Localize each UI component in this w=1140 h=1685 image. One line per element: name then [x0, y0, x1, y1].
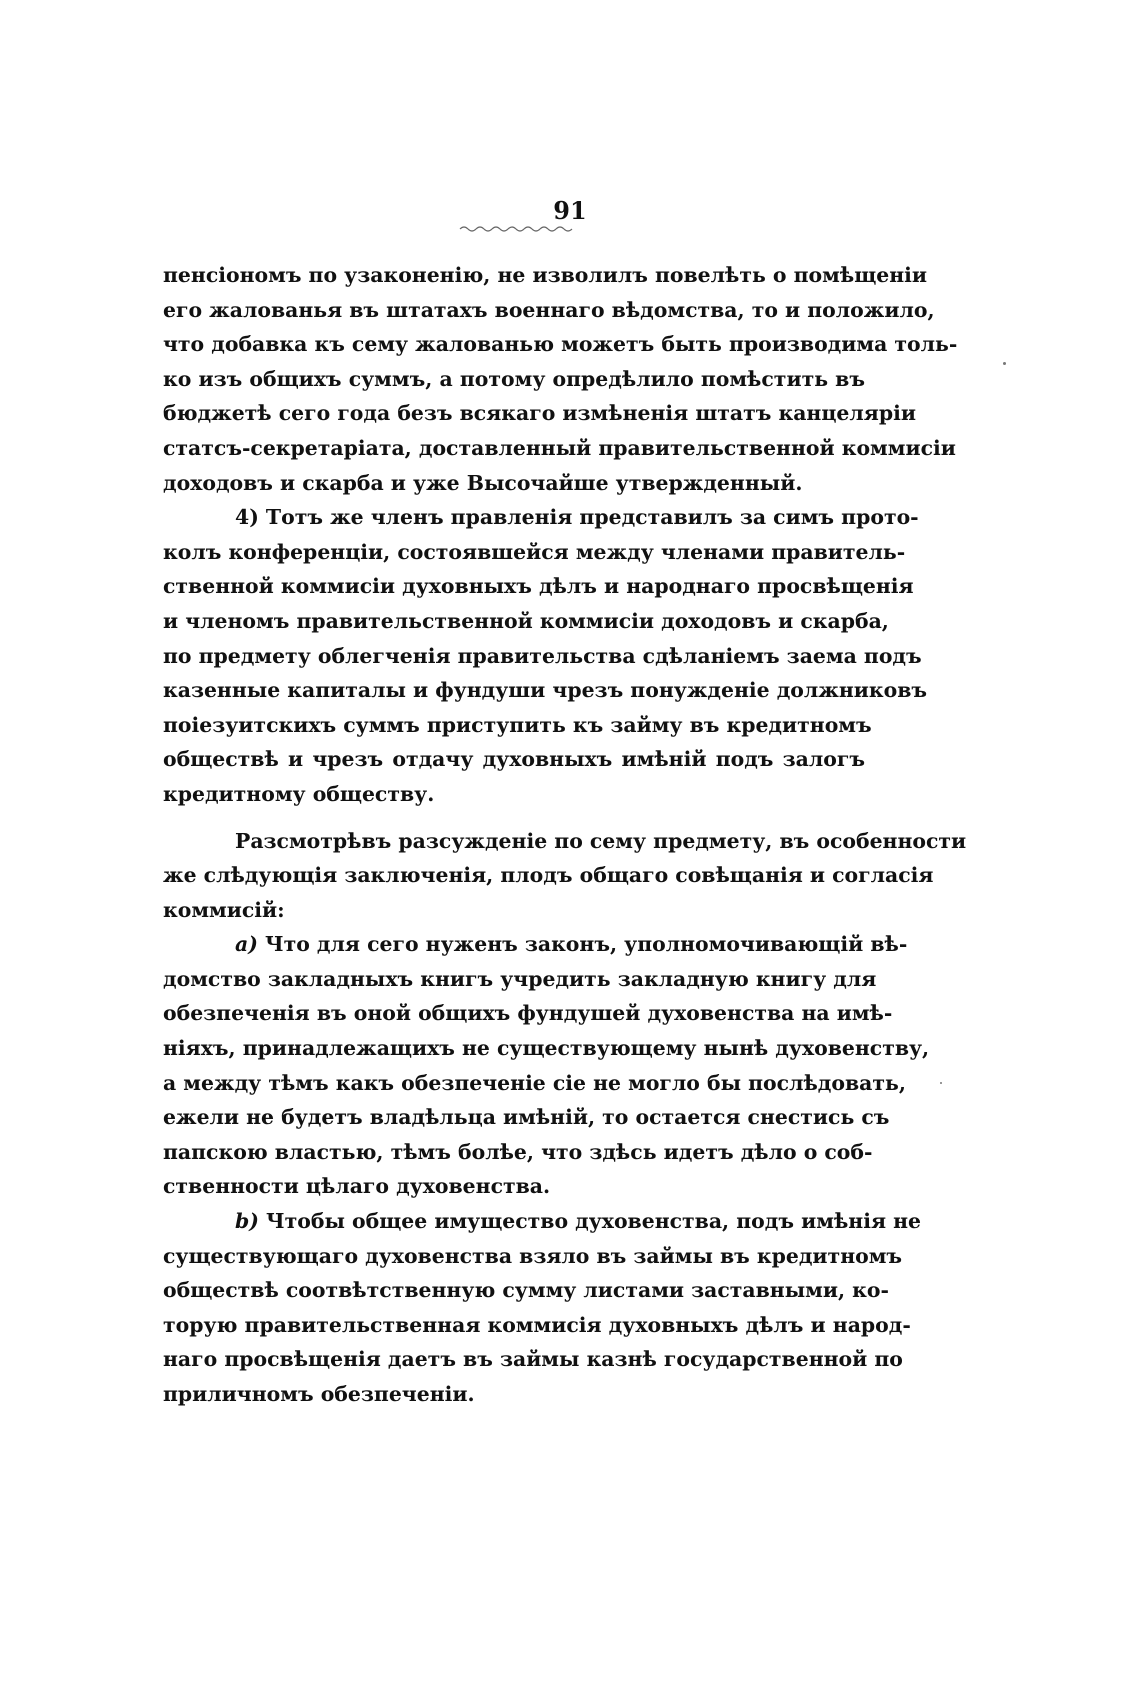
text-line: Чтобы общее имущество духовенства, подъ имѣнiя не — [266, 1209, 922, 1234]
body-text — [163, 258, 967, 1412]
text-line: обществѣ соотвѣтственную сумму листами заставными, ко- — [163, 1278, 889, 1303]
scan-speck — [940, 1082, 942, 1084]
text-line: обезпеченiя въ оной общихъ фундушей духовенства на имѣ- — [163, 1001, 893, 1026]
text-line: приличномъ обезпеченiи. — [163, 1382, 475, 1406]
page-number: 91 — [553, 196, 587, 225]
text-line: его жалованья въ штатахъ военнаго вѣдомства, то и положило, — [163, 297, 935, 322]
text-line: статсъ-секретарiата, доставленный правительственной коммисiи — [163, 435, 956, 460]
paragraph-b-first-line — [163, 1204, 922, 1239]
text-line: же слѣдующiя заключенiя, плодъ общаго совѣщанiя и согласiя — [163, 863, 934, 888]
text-line: казенные капиталы и фундуши чрезъ понужденiе должниковъ — [163, 678, 928, 703]
text-line: нiяхъ, принадлежащихъ не существующему нынѣ духовенству, — [163, 1036, 930, 1061]
text-line: по предмету облегченiя правительства сдѣланiемъ заема подъ — [163, 643, 922, 668]
text-line: ежели не будетъ владѣльца имѣнiй, то остается снестись съ — [163, 1105, 890, 1130]
text-line: домство закладныхъ книгъ учредить закладную книгу для — [163, 966, 877, 991]
text-line: ко изъ общихъ суммъ, а потому опредѣлило помѣстить въ — [163, 366, 865, 391]
text-line: пенсiономъ по узаконенiю, не изволилъ повелѣть о помѣщенiи — [163, 263, 928, 287]
text-line: существующаго духовенства взяло въ займы въ кредитномъ — [163, 1243, 903, 1268]
text-line: колъ конференцiи, состоявшейся между членами правитель- — [163, 539, 906, 564]
text-line: доходовъ и скарба и уже Высочайше утвержденный. — [163, 470, 803, 495]
text-line: торую правительственная коммисiя духовныхъ дѣлъ и народ- — [163, 1312, 911, 1337]
text-line: поiезуитскихъ суммъ приступить къ займу въ кредитномъ — [163, 712, 872, 737]
text-line: ственности цѣлаго духовенства. — [163, 1174, 551, 1199]
text-line: бюджетѣ сего года безъ всякаго измѣненiя штатъ канцелярiи — [163, 401, 916, 426]
scan-speck — [1003, 362, 1006, 365]
text-line: что добавка къ сему жалованью можетъ быть производима толь- — [163, 332, 958, 357]
text-line: наго просвѣщенiя даетъ въ займы казнѣ государственной по — [163, 1347, 903, 1372]
text-line: и членомъ правительственной коммисiи доходовъ и скарба, — [163, 608, 889, 633]
text-line: Разсмотрѣвъ разсужденiе по сему предмету, въ особенности — [235, 828, 967, 853]
decorative-wavy-rule — [458, 223, 576, 233]
item-marker-a: a) — [235, 932, 258, 957]
item-marker-b: b) — [235, 1209, 259, 1234]
text-line: обществѣ и чрезъ отдачу духовныхъ имѣнiй подъ залогъ — [163, 747, 865, 772]
text-line: ственной коммисiи духовныхъ дѣлъ и народнаго просвѣщенiя — [163, 574, 914, 599]
text-line: коммисiй: — [163, 897, 285, 922]
text-line: кредитному обществу. — [163, 781, 435, 806]
text-line: папскою властью, тѣмъ болѣе, что здѣсь идетъ дѣло о соб- — [163, 1139, 873, 1164]
text-line: 4) Тотъ же членъ правленiя представилъ за симъ прото- — [235, 505, 919, 530]
paragraph-a-first-line — [163, 927, 908, 962]
text-line: а между тѣмъ какъ обезпеченiе сiе не могло бы послѣдовать, — [163, 1070, 906, 1095]
text-line: Что для сего нуженъ законъ, уполномочивающiй вѣ- — [264, 932, 908, 957]
